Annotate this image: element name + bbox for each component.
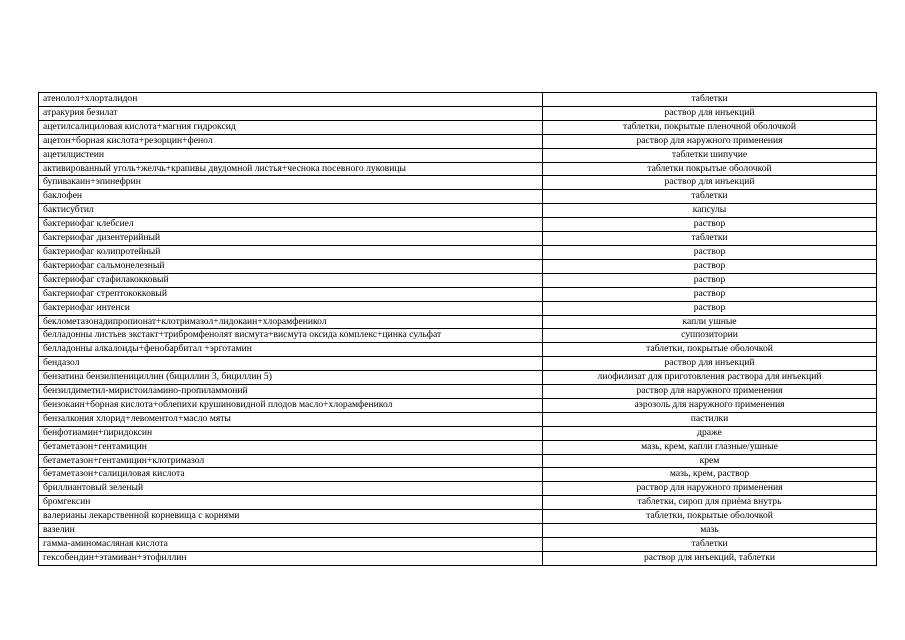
table-row <box>39 538 877 552</box>
drug-name-cell: ацетон+борная кислота+резорцин+фенол <box>39 134 543 148</box>
table-row <box>39 524 877 538</box>
table-row <box>39 190 877 204</box>
drug-name-cell: атракурия безилат <box>39 106 543 120</box>
table-row <box>39 468 877 482</box>
table-row <box>39 426 877 440</box>
dosage-form-cell: раствор <box>543 245 877 259</box>
table-row <box>39 551 877 565</box>
table-row <box>39 398 877 412</box>
drug-name-cell: гексобендин+этамиван+этофиллин <box>39 551 543 565</box>
drug-name-cell: бриллиантовый зеленый <box>39 482 543 496</box>
table-row <box>39 204 877 218</box>
dosage-form-cell: раствор <box>543 218 877 232</box>
dosage-form-cell: раствор для наружного применения <box>543 134 877 148</box>
dosage-form-cell: аэрозоль для наружного применения <box>543 398 877 412</box>
drug-name-cell: беклометазонадипропионат+клотримазол+лидокаин+хлорамфеникол <box>39 315 543 329</box>
drug-name-cell: бупивакаин+эпинефрин <box>39 176 543 190</box>
drug-table <box>38 92 877 566</box>
drug-name-cell: бензалкония хлорид+левоментол+масло мяты <box>39 412 543 426</box>
table-row <box>39 93 877 107</box>
table-row <box>39 329 877 343</box>
drug-name-cell: бензокаин+борная кислота+облепихи крушиновидной плодов масло+хлорамфеникол <box>39 398 543 412</box>
dosage-form-cell: раствор для инъекций, таблетки <box>543 551 877 565</box>
dosage-form-cell: таблетки покрытые оболочкой <box>543 162 877 176</box>
table-row <box>39 454 877 468</box>
drug-name-cell: бромгексин <box>39 496 543 510</box>
table-row <box>39 301 877 315</box>
drug-name-cell: бактериофаг клебсиел <box>39 218 543 232</box>
table-row <box>39 218 877 232</box>
table-row <box>39 120 877 134</box>
table-row <box>39 440 877 454</box>
dosage-form-cell: капсулы <box>543 204 877 218</box>
drug-name-cell: гамма-аминомасляная кислота <box>39 538 543 552</box>
drug-name-cell: баклофен <box>39 190 543 204</box>
dosage-form-cell: драже <box>543 426 877 440</box>
dosage-form-cell: мазь, крем, капли глазные/ушные <box>543 440 877 454</box>
dosage-form-cell: таблетки, покрытые пленочной оболочкой <box>543 120 877 134</box>
drug-name-cell: бактисубтил <box>39 204 543 218</box>
drug-name-cell: бензилдиметил-миристоиламино-пропиламмоний <box>39 385 543 399</box>
table-row <box>39 273 877 287</box>
table-row <box>39 176 877 190</box>
drug-name-cell: бетаметазон+гентамицин <box>39 440 543 454</box>
dosage-form-cell: таблетки, покрытые оболочкой <box>543 510 877 524</box>
dosage-form-cell: таблетки шипучие <box>543 148 877 162</box>
drug-name-cell: бетаметазон+гентамицин+клотримазол <box>39 454 543 468</box>
dosage-form-cell: раствор <box>543 287 877 301</box>
dosage-form-cell: раствор для наружного применения <box>543 385 877 399</box>
drug-name-cell: белладонны листьев экстакт+трибромфенолят висмута+висмута оксида комплекс+цинка сульфат <box>39 329 543 343</box>
dosage-form-cell: раствор для наружного применения <box>543 482 877 496</box>
dosage-form-cell: мазь, крем, раствор <box>543 468 877 482</box>
dosage-form-cell: капли ушные <box>543 315 877 329</box>
table-row <box>39 148 877 162</box>
table-row <box>39 232 877 246</box>
dosage-form-cell: таблетки <box>543 93 877 107</box>
dosage-form-cell: пастилки <box>543 412 877 426</box>
table-row <box>39 385 877 399</box>
drug-name-cell: ацетилсалициловая кислота+магния гидроксид <box>39 120 543 134</box>
table-row <box>39 482 877 496</box>
drug-name-cell: белладонны алкалоиды+фенобарбитал +эрготамин <box>39 343 543 357</box>
drug-name-cell: атенолол+хлорталидон <box>39 93 543 107</box>
table-row <box>39 315 877 329</box>
drug-name-cell: бактериофаг стрептококковый <box>39 287 543 301</box>
dosage-form-cell: суппозитории <box>543 329 877 343</box>
dosage-form-cell: мазь <box>543 524 877 538</box>
table-row <box>39 412 877 426</box>
dosage-form-cell: таблетки <box>543 232 877 246</box>
table-row <box>39 343 877 357</box>
table-row <box>39 510 877 524</box>
dosage-form-cell: раствор <box>543 273 877 287</box>
table-row <box>39 287 877 301</box>
dosage-form-cell: раствор для инъекций <box>543 106 877 120</box>
drug-name-cell: бактериофаг интенси <box>39 301 543 315</box>
dosage-form-cell: крем <box>543 454 877 468</box>
table-row <box>39 134 877 148</box>
dosage-form-cell: таблетки, покрытые оболочкой <box>543 343 877 357</box>
dosage-form-cell: раствор <box>543 259 877 273</box>
dosage-form-cell: таблетки, сироп для приёма внутрь <box>543 496 877 510</box>
drug-name-cell: бактериофаг дизентерийный <box>39 232 543 246</box>
drug-name-cell: бетаметазон+салициловая кислота <box>39 468 543 482</box>
table-row <box>39 162 877 176</box>
table-row <box>39 496 877 510</box>
table-row <box>39 371 877 385</box>
table-row <box>39 259 877 273</box>
drug-name-cell: вазелин <box>39 524 543 538</box>
table-row <box>39 245 877 259</box>
dosage-form-cell: лиофилизат для приготовления раствора для инъекций <box>543 371 877 385</box>
drug-name-cell: бактериофаг стафилакокковый <box>39 273 543 287</box>
drug-name-cell: бендазол <box>39 357 543 371</box>
table-row <box>39 357 877 371</box>
drug-name-cell: валерианы лекарственной корневища с корнями <box>39 510 543 524</box>
drug-name-cell: бензатина бензилпенициллин (бициллин 3, бициллин 5) <box>39 371 543 385</box>
drug-table-body <box>39 93 877 566</box>
dosage-form-cell: таблетки <box>543 190 877 204</box>
drug-name-cell: бактериофаг колипротейный <box>39 245 543 259</box>
drug-name-cell: бактериофаг сальмонелезный <box>39 259 543 273</box>
dosage-form-cell: раствор для инъекций <box>543 357 877 371</box>
drug-name-cell: бенфотиамин+пиридоксин <box>39 426 543 440</box>
drug-name-cell: активированный уголь+желчь+крапивы двудомной листья+чеснока посевного луковицы <box>39 162 543 176</box>
drug-name-cell: ацетилцистеин <box>39 148 543 162</box>
dosage-form-cell: таблетки <box>543 538 877 552</box>
table-row <box>39 106 877 120</box>
dosage-form-cell: раствор <box>543 301 877 315</box>
dosage-form-cell: раствор для инъекций <box>543 176 877 190</box>
